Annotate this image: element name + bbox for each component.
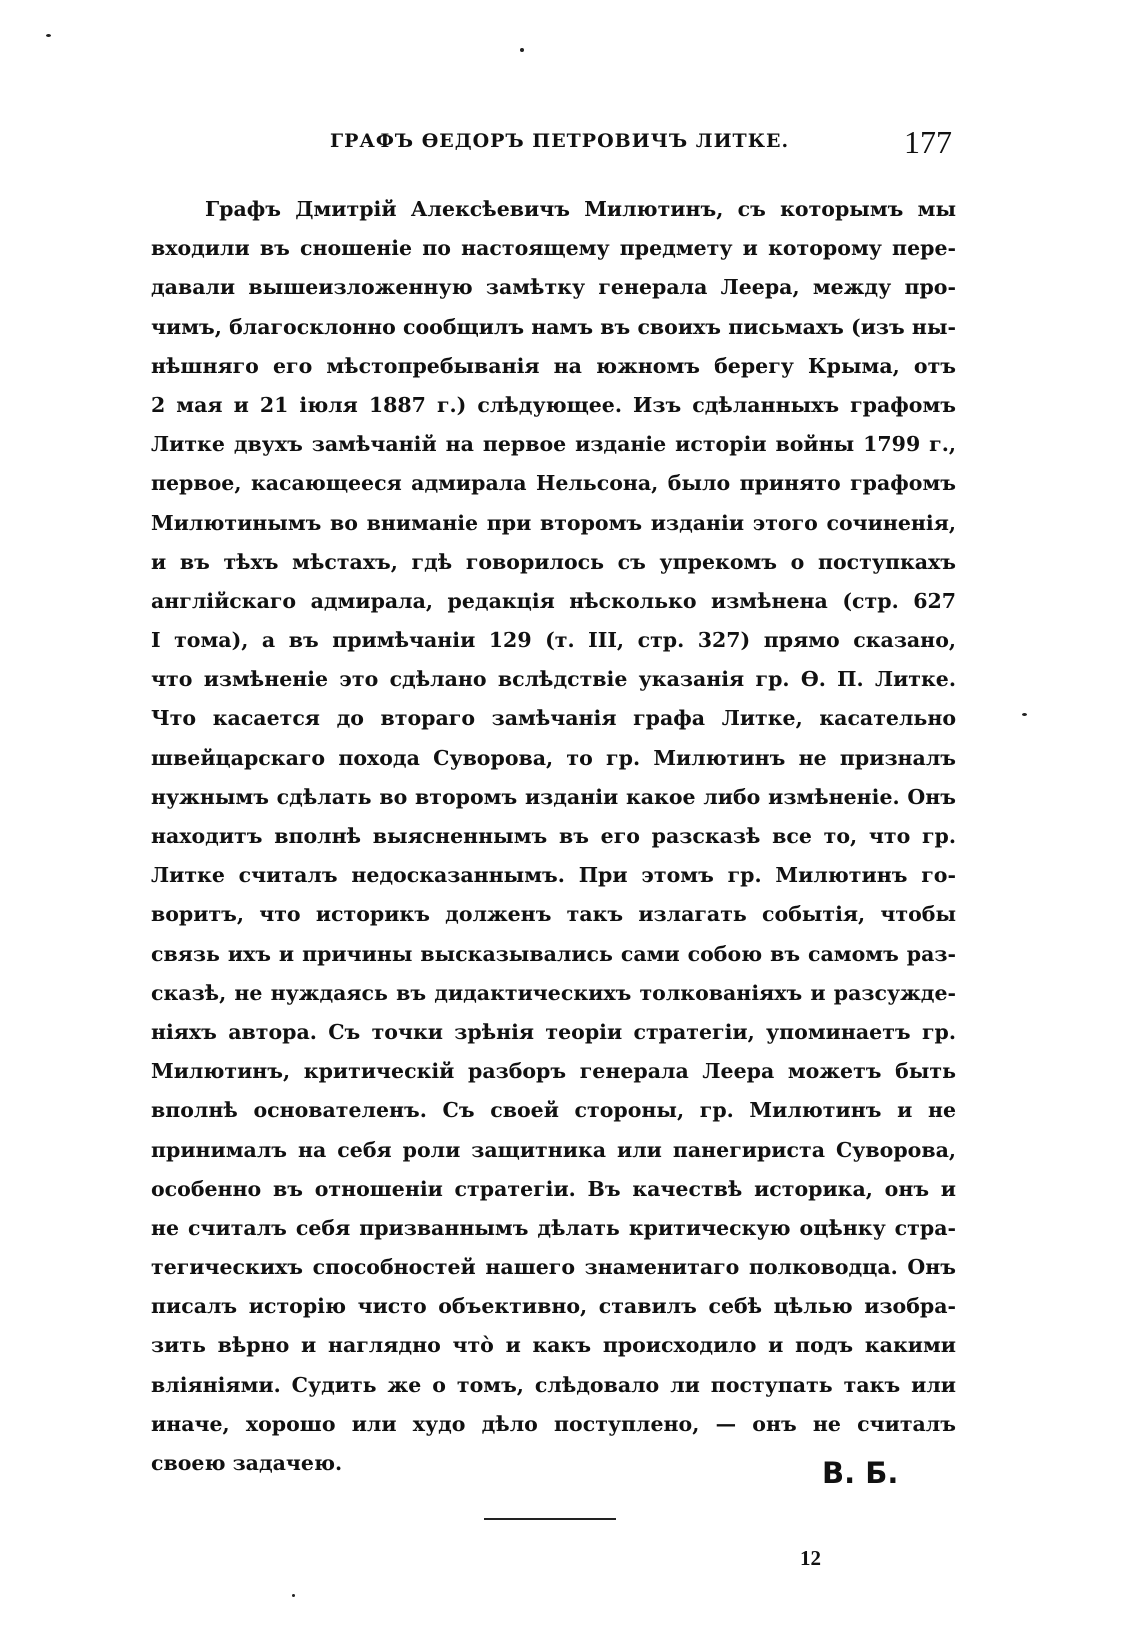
text-line: своею задачею. — [151, 1451, 343, 1475]
text-line: зить вѣрно и наглядно чтò и какъ происходило и подъ какими — [151, 1333, 956, 1358]
text-line: тегическихъ способностей нашего знаменитаго полководца. Онъ — [151, 1255, 956, 1280]
text-line: нужнымъ сдѣлать во второмъ изданіи какое либо измѣненіе. Онъ — [151, 784, 956, 809]
text-line: I тома), а въ примѣчаніи 129 (т. III, стр. 327) прямо сказано, — [151, 628, 956, 653]
text-line: англійскаго адмирала, редакція нѣсколько измѣнена (стр. 627 — [151, 588, 956, 613]
text-line: давали вышеизложенную замѣтку генерала Леера, между про- — [151, 275, 956, 300]
text-line: воритъ, что историкъ долженъ такъ излагать событія, чтобы — [151, 902, 956, 927]
text-line: входили въ сношеніе по настоящему предмету и которому пере- — [151, 236, 956, 261]
text-line: писалъ исторію чисто объективно, ставилъ себѣ цѣлью изобра- — [151, 1294, 956, 1319]
text-line: чимъ, благосклонно сообщилъ намъ въ своихъ письмахъ (изъ ны- — [151, 314, 956, 339]
scan-speck — [46, 34, 51, 37]
text-line: Что касается до втораго замѣчанія графа Литке, касательно — [151, 706, 956, 731]
text-line: ніяхъ автора. Съ точки зрѣнія теоріи стратегіи, упоминаетъ гр. — [151, 1019, 956, 1044]
text-line: сказѣ, не нуждаясь въ дидактическихъ толкованіяхъ и разсужде- — [151, 980, 956, 1005]
scan-speck — [1022, 713, 1027, 716]
text-line: 2 мая и 21 іюля 1887 г.) слѣдующее. Изъ сдѣланныхъ графомъ — [151, 392, 956, 417]
author-signature: В. Б. — [822, 1456, 899, 1490]
text-line: Литке считалъ недосказаннымъ. При этомъ гр. Милютинъ го- — [151, 863, 956, 888]
scan-speck — [292, 1594, 295, 1597]
text-line: принималъ на себя роли защитника или панегириста Суворова, — [151, 1137, 956, 1162]
text-line: находитъ вполнѣ выясненнымъ въ его разсказѣ все то, что гр. — [151, 824, 956, 848]
running-title: ГРАФЪ ѲЕДОРЪ ПЕТРОВИЧЪ ЛИТКЕ. — [330, 130, 790, 152]
signature-mark: 12 — [800, 1546, 821, 1570]
text-line: Литке двухъ замѣчаній на первое изданіе исторіи войны 1799 г., — [151, 432, 956, 457]
scan-speck — [520, 48, 524, 52]
text-line: и въ тѣхъ мѣстахъ, гдѣ говорилось съ упрекомъ о поступкахъ — [151, 549, 956, 574]
text-line: не считалъ себя призваннымъ дѣлать критическую оцѣнку стра- — [151, 1215, 956, 1240]
text-line: связь ихъ и причины высказывались сами собою въ самомъ раз- — [151, 941, 956, 966]
text-line: Милютинымъ во вниманіе при второмъ изданіи этого сочиненія, — [151, 510, 956, 535]
text-line: вліяніями. Судить же о томъ, слѣдовало ли поступать такъ или — [151, 1372, 956, 1397]
text-line: нѣшняго его мѣстопребыванія на южномъ берегу Крыма, отъ — [151, 353, 956, 378]
section-divider — [484, 1518, 616, 1520]
text-line: особенно въ отношеніи стратегіи. Въ качествѣ историка, онъ и — [151, 1176, 956, 1201]
text-line: иначе, хорошо или худо дѣло поступлено, — онъ не считалъ — [151, 1411, 956, 1436]
text-line: Милютинъ, критическій разборъ генерала Леера можетъ быть — [151, 1059, 956, 1084]
text-line: первое, касающееся адмирала Нельсона, было принято графомъ — [151, 471, 956, 496]
page-number: 177 — [904, 124, 952, 160]
text-line: Графъ Дмитрій Алексѣевичъ Милютинъ, съ которымъ мы — [205, 197, 956, 221]
text-line: вполнѣ основателенъ. Съ своей стороны, гр. Милютинъ и не — [151, 1098, 956, 1123]
text-line: швейцарскаго похода Суворова, то гр. Милютинъ не призналъ — [151, 745, 956, 770]
text-line: что измѣненіе это сдѣлано вслѣдствіе указанія гр. Ѳ. П. Литке. — [151, 667, 956, 692]
body-text — [151, 190, 956, 1483]
